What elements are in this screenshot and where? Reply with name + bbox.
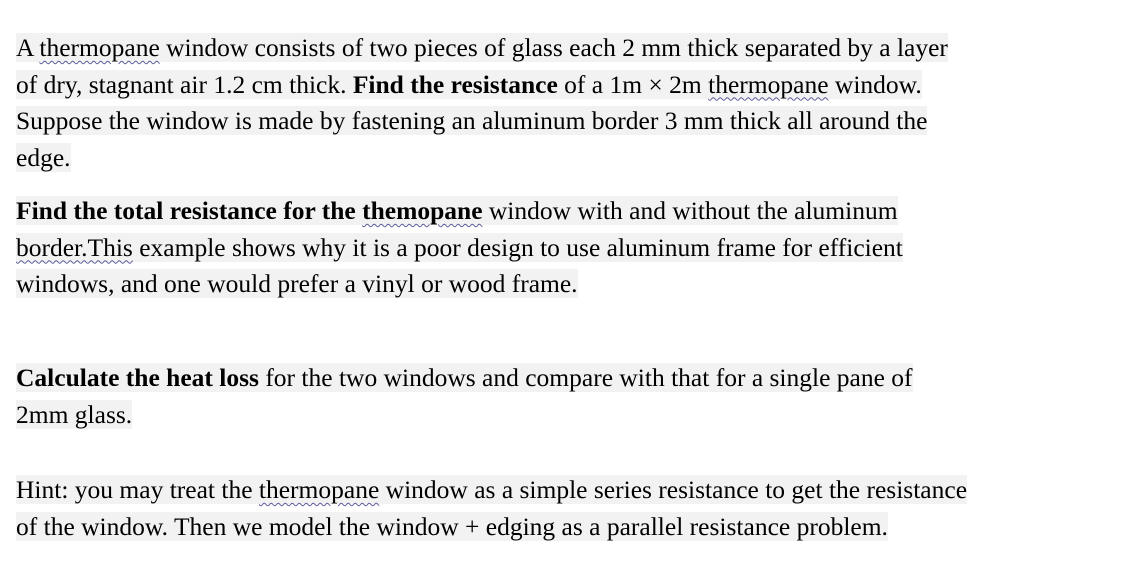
text-run: of dry, stagnant air 1.2 cm thick.	[16, 69, 353, 99]
text-run: Suppose the window is made by fastening an aluminum border 3 mm thick all around the	[16, 106, 928, 135]
text-run: example shows why it is a poor design to use aluminum frame for efficient	[132, 232, 903, 262]
spellcheck-word: thermopane	[258, 475, 380, 504]
text-run: window.	[828, 69, 922, 99]
text-line	[16, 193, 903, 230]
text-run: edge.	[16, 142, 71, 172]
bold-phrase: Calculate the heat loss	[16, 363, 259, 392]
text-line	[16, 360, 913, 397]
problem-statement-paragraph	[16, 30, 948, 176]
text-run: windows, and one would prefer a vinyl or wood frame.	[16, 269, 578, 298]
text-run: for the two windows and compare with that for a single pane of	[258, 363, 913, 392]
bold-phrase: Find the total resistance for the	[16, 196, 363, 225]
aluminum-border-paragraph	[16, 193, 903, 303]
text-run: window as a simple series resistance to get the resistance	[379, 475, 968, 504]
spellcheck-word: themopane	[362, 196, 483, 225]
hint-paragraph	[16, 472, 967, 545]
text-line	[16, 472, 967, 509]
text-line	[16, 67, 948, 104]
spellcheck-word: thermopane	[708, 69, 829, 99]
text-line	[16, 266, 903, 303]
text-line	[16, 230, 903, 267]
text-run: of a 1m × 2m	[557, 69, 709, 99]
text-run: of the window. Then we model the window + edging as a parallel resistance problem.	[16, 511, 888, 541]
text-line	[16, 30, 948, 67]
bold-phrase: Find the resistance	[352, 69, 558, 99]
text-line	[16, 140, 948, 177]
text-run: Hint: you may treat the	[16, 475, 259, 504]
text-run: window consists of two pieces of glass each 2 mm thick separated by a layer	[159, 33, 948, 62]
spellcheck-word: border.This	[16, 232, 133, 262]
text-run: A	[16, 33, 40, 62]
spellcheck-word: thermopane	[39, 33, 160, 62]
text-run: window with and without the aluminum	[482, 196, 898, 225]
text-line	[16, 103, 948, 140]
text-line	[16, 509, 967, 546]
heat-loss-paragraph	[16, 360, 913, 433]
text-run: 2mm glass.	[16, 399, 133, 429]
text-line	[16, 397, 913, 434]
